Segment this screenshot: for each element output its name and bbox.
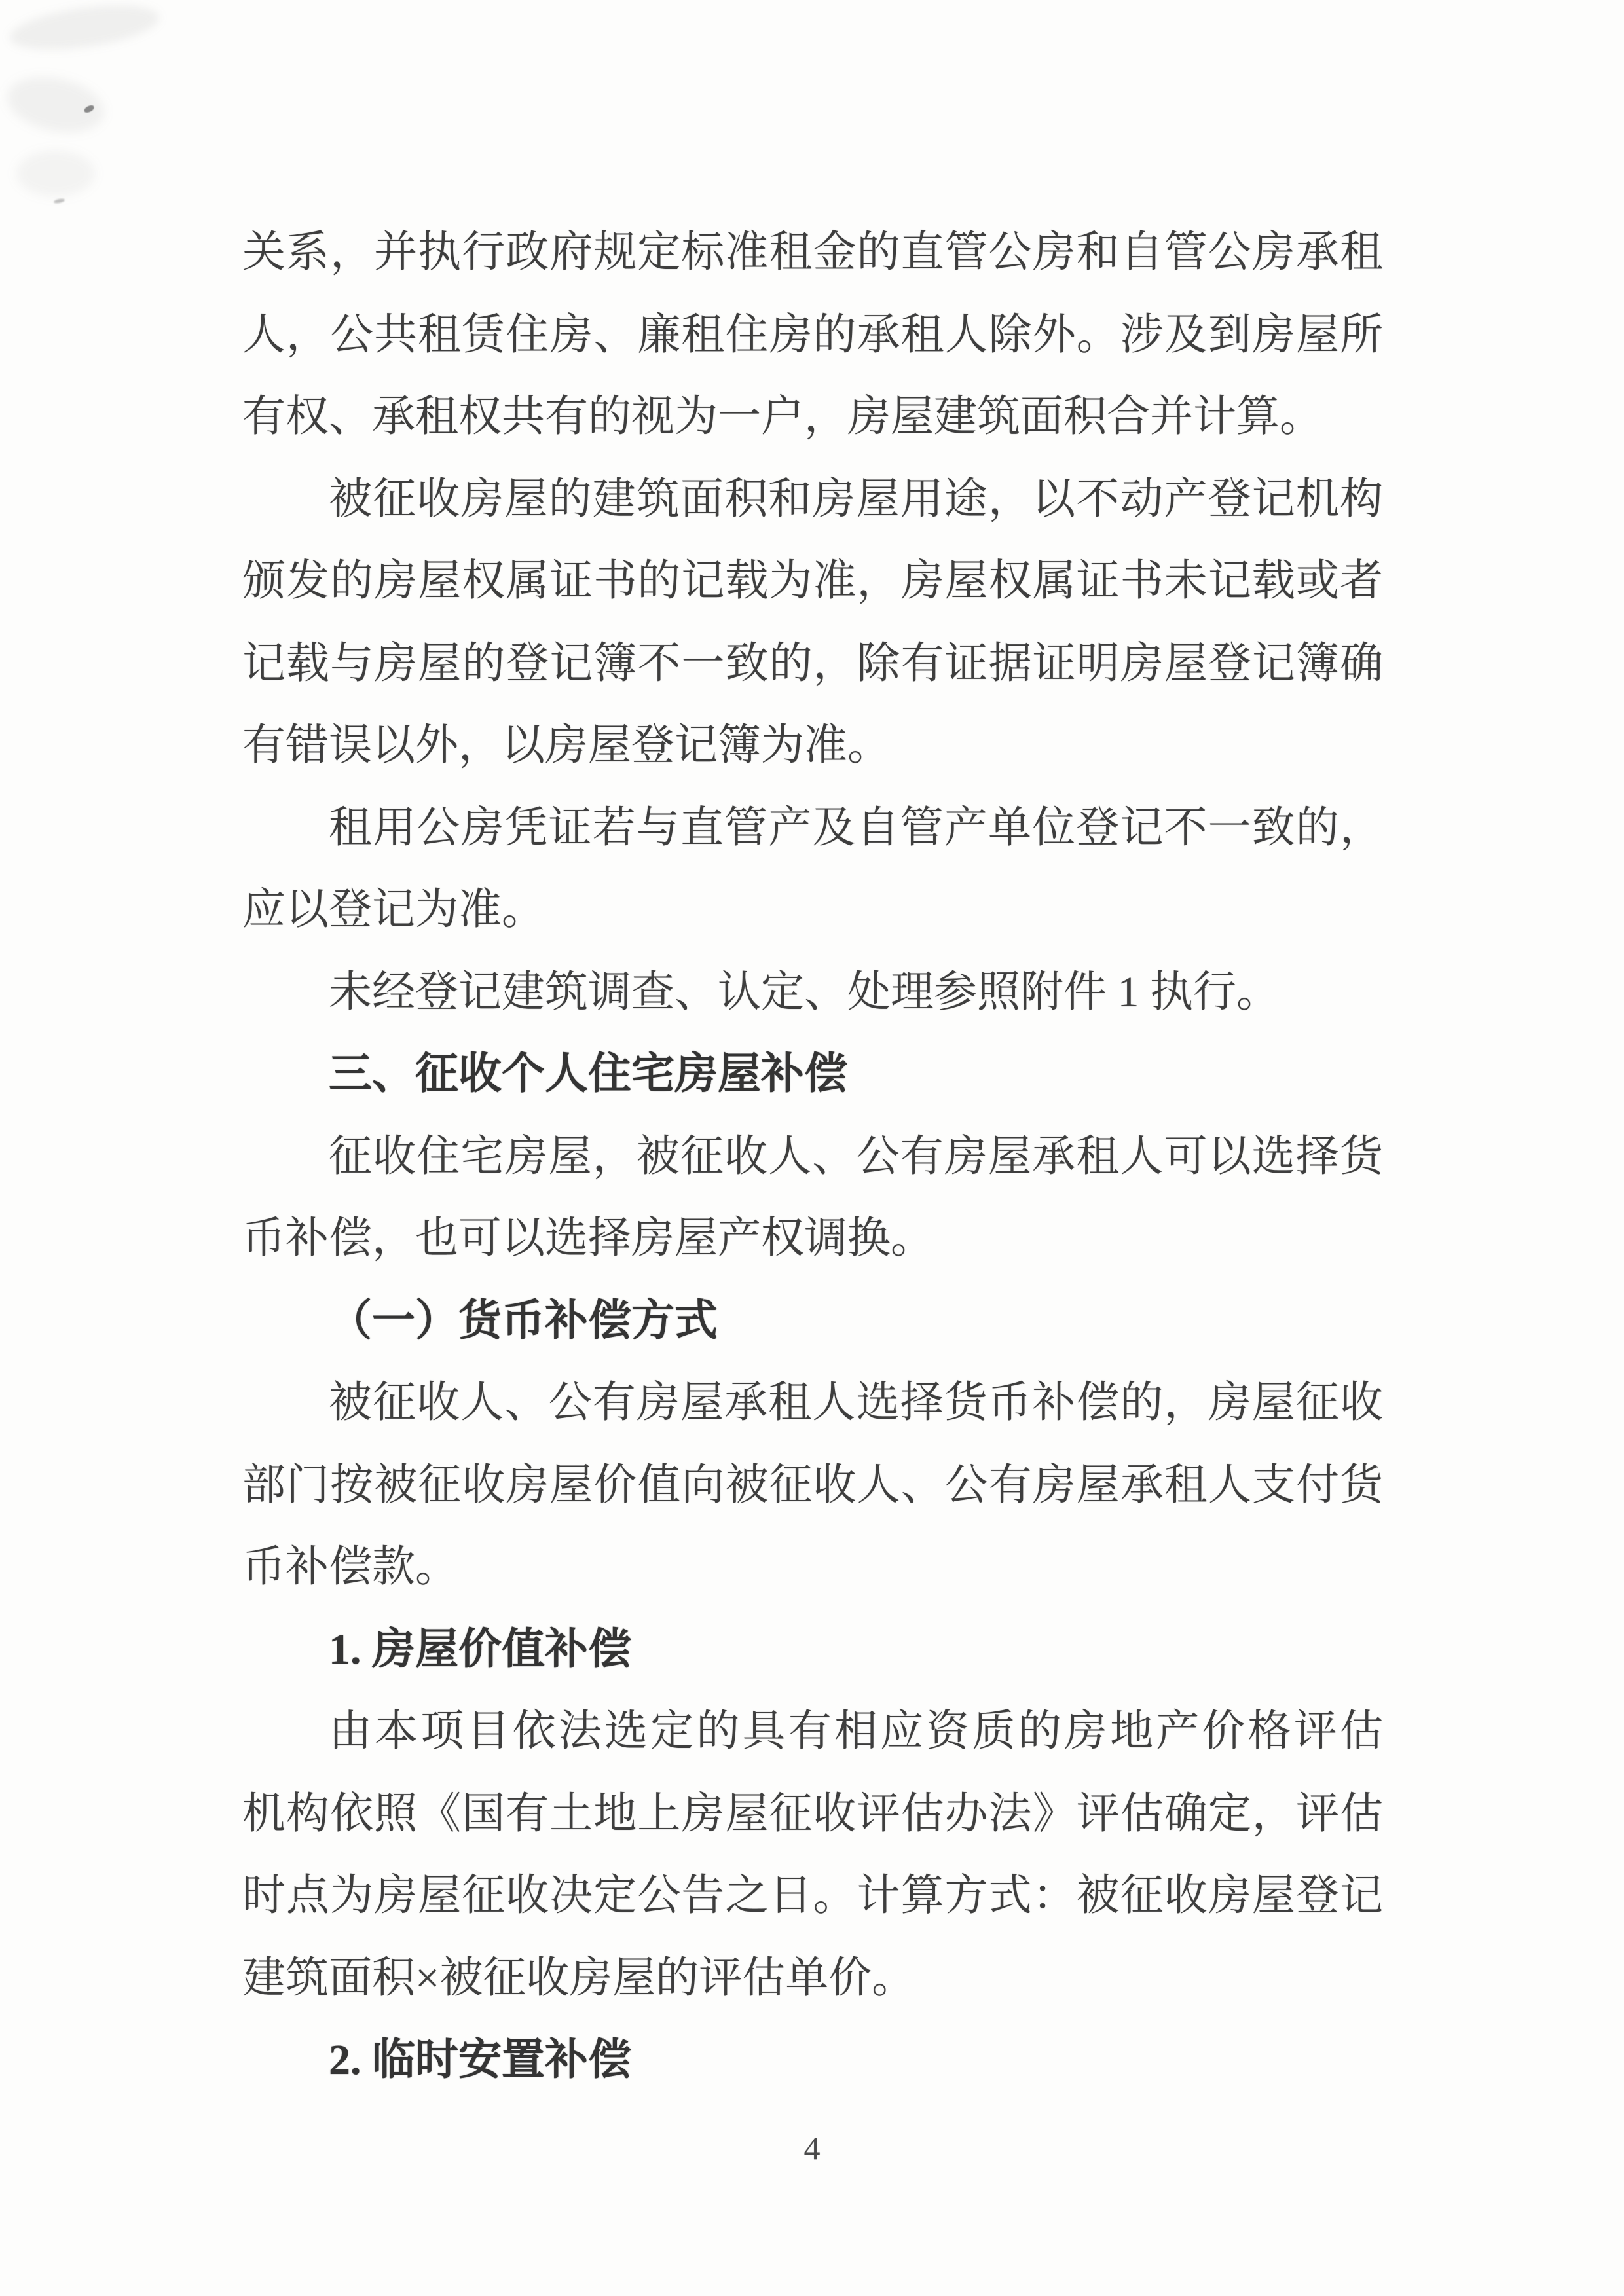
text-line: 被征收房屋的建筑面积和房屋用途，以不动产登记机构 [329, 475, 1383, 523]
text-line: 币补偿款。 [242, 1543, 458, 1591]
heading-line: 2. 临时安置补偿 [329, 2036, 631, 2084]
text-line: 机构依照《国有土地上房屋征收评估办法》评估确定，评估 [242, 1789, 1383, 1838]
text-line: 建筑面积×被征收房屋的评估单价。 [242, 1954, 915, 2002]
text-line: 时点为房屋征收决定公告之日。计算方式：被征收房屋登记 [242, 1872, 1383, 1920]
scan-smudge [2, 69, 109, 140]
document-body-text [242, 211, 1383, 2102]
scan-smudge [7, 0, 162, 58]
text-line: 有权、承租权共有的视为一户，房屋建筑面积合并计算。 [242, 393, 1323, 441]
text-line: 被征收人、公有房屋承租人选择货币补偿的，房屋征收 [329, 1379, 1383, 1427]
scan-smudge [16, 151, 95, 196]
text-line: 应以登记为准。 [242, 886, 545, 934]
heading-line: 1. 房屋价值补偿 [329, 1625, 631, 1673]
text-line: 有错误以外，以房屋登记簿为准。 [242, 721, 891, 769]
scan-ink-dot [83, 104, 95, 113]
text-line: 币补偿，也可以选择房屋产权调换。 [242, 1214, 934, 1262]
heading-line: （一）货币补偿方式 [329, 1296, 718, 1345]
page-number: 4 [803, 2130, 821, 2166]
text-line: 未经登记建筑调查、认定、处理参照附件 1 执行。 [329, 968, 1280, 1016]
text-line: 租用公房凭证若与直管产及自管产单位登记不一致的， [329, 803, 1383, 852]
text-line: 关系，并执行政府规定标准租金的直管公房和自管公房承租 [242, 228, 1383, 276]
text-line: 记载与房屋的登记簿不一致的，除有证据证明房屋登记簿确 [242, 639, 1383, 687]
text-line: 由本项目依法选定的具有相应资质的房地产价格评估 [329, 1707, 1383, 1755]
text-line: 部门按被征收房屋价值向被征收人、公有房屋承租人支付货 [242, 1461, 1383, 1509]
heading-line: 三、征收个人住宅房屋补偿 [329, 1050, 847, 1098]
text-line: 征收住宅房屋，被征收人、公有房屋承租人可以选择货 [329, 1132, 1383, 1180]
text-line: 颁发的房屋权属证书的记载为准，房屋权属证书未记载或者 [242, 557, 1383, 605]
scan-ink-dot [54, 198, 65, 204]
text-line: 人，公共租赁住房、廉租住房的承租人除外。涉及到房屋所 [242, 310, 1383, 359]
